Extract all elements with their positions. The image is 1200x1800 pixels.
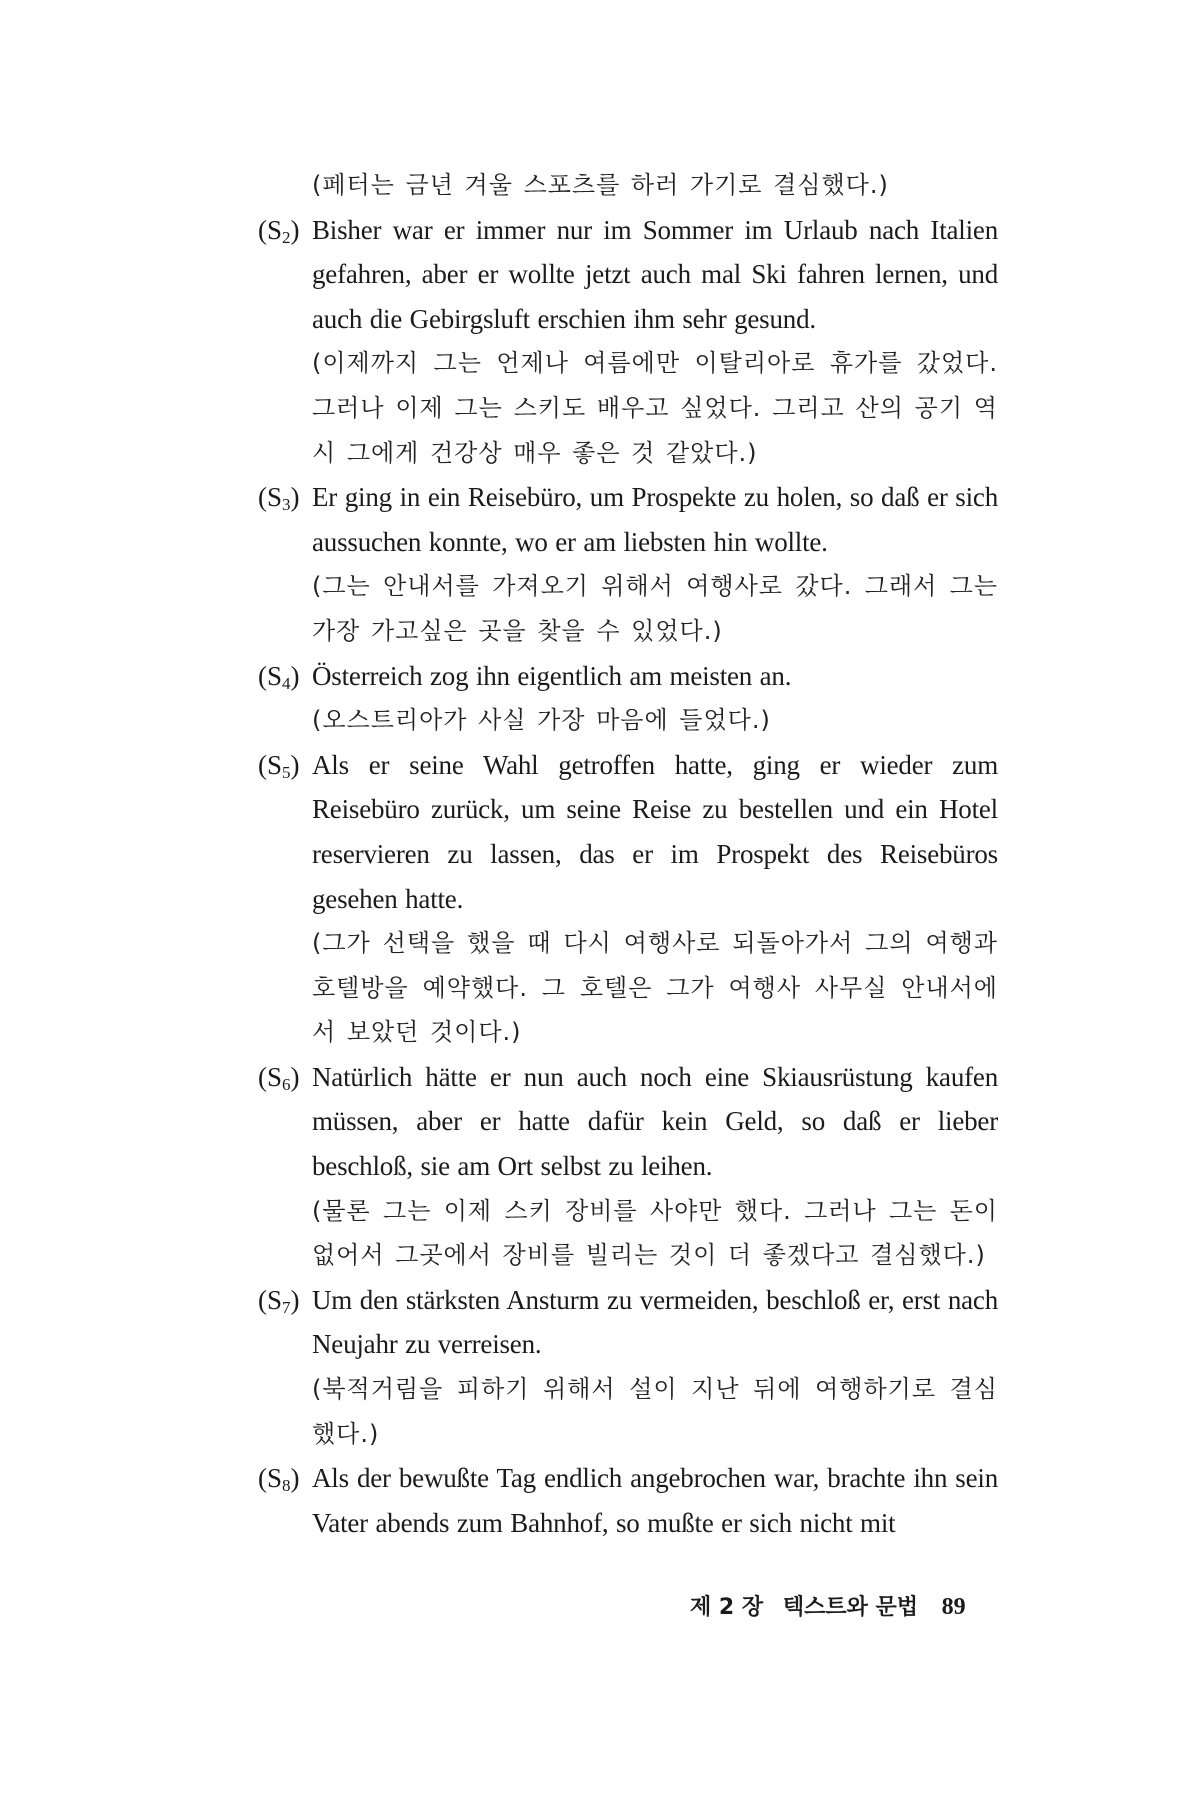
page-footer <box>690 1590 990 1621</box>
korean-translation: (물론 그는 이제 스키 장비를 사야만 했다. 그러나 그는 돈이 없어서 그곳에서 장비를 빌리는 것이 더 좋겠다고 결심했다.) <box>312 1196 998 1270</box>
german-text: Natürlich hätte er nun auch noch eine Skiausrüstung kaufen müssen, aber er hatte dafür kein Geld, so daß er lieber beschloß, sie am Ort selbst zu leihen. <box>312 1061 998 1182</box>
page-body <box>258 163 998 1545</box>
german-text: Als der bewußte Tag endlich angebrochen war, brachte ihn sein Vater abends zum Bahnhof, so mußte er sich nicht mit <box>312 1463 998 1538</box>
korean-translation: (이제까지 그는 언제나 여름에만 이탈리아로 휴가를 갔었다. 그러나 이제 그는 스키도 배우고 싶었다. 그리고 산의 공기 역시 그에게 건강상 매우 좋은 것 같았다.) <box>312 349 998 467</box>
chapter-label: 제 2 장 <box>690 1595 764 1620</box>
german-text: Um den stärksten Ansturm zu vermeiden, beschloß er, erst nach Neujahr zu verreisen. <box>312 1284 998 1360</box>
korean-translation: (오스트리아가 사실 가장 마음에 들었다.) <box>312 706 771 735</box>
korean-translation: (그는 안내서를 가져오기 위해서 여행사로 갔다. 그래서 그는 가장 가고싶은 곳을 찾을 수 있었다.) <box>312 572 998 645</box>
sentence-label: (S8) <box>258 1463 300 1496</box>
korean-translation: (북적거림을 피하기 위해서 설이 지난 뒤에 여행하기로 결심했다.) <box>312 1375 998 1448</box>
page-number: 89 <box>941 1594 966 1620</box>
sentence-label: (S6) <box>258 1061 300 1094</box>
chapter-title: 텍스트와 문법 <box>782 1595 918 1620</box>
sentence-label: (S7) <box>258 1284 300 1317</box>
sentence-s8 <box>258 1456 998 1545</box>
korean-translation: (그가 선택을 했을 때 다시 여행사로 되돌아가서 그의 여행과 호텔방을 예약했다. 그 호텔은 그가 여행사 사무실 안내서에서 보았던 것이다.) <box>312 929 998 1047</box>
sentence-label: (S2) <box>258 214 300 247</box>
sentence-s5 <box>258 743 998 1055</box>
sentence-label: (S5) <box>258 749 300 782</box>
intro-translation <box>258 163 998 208</box>
sentence-label: (S3) <box>258 482 300 515</box>
german-text: Bisher war er immer nur im Sommer im Urlaub nach Italien gefahren, aber er wollte jetzt auch mal Ski fahren lernen, und auch die Gebirgsluft erschien ihm sehr gesund. <box>312 214 998 334</box>
sentence-s6 <box>258 1055 998 1278</box>
sentence-label: (S4) <box>258 660 300 693</box>
sentence-s2 <box>258 208 998 476</box>
sentence-s4 <box>258 654 998 743</box>
sentence-s3 <box>258 475 998 653</box>
german-text: Österreich zog ihn eigentlich am meisten an. <box>312 660 792 691</box>
sentence-s7 <box>258 1278 998 1456</box>
german-text: Er ging in ein Reisebüro, um Prospekte zu holen, so daß er sich aussuchen konnte, wo er am liebsten hin wollte. <box>312 482 998 557</box>
german-text: Als er seine Wahl getroffen hatte, ging er wieder zum Reisebüro zurück, um seine Reise zu bestellen und ein Hotel reservieren zu lassen, das er im Prospekt des Reisebüros gesehen hatte. <box>312 749 998 914</box>
intro-korean: (페터는 금년 겨울 스포츠를 하러 가기로 결심했다.) <box>312 171 889 199</box>
